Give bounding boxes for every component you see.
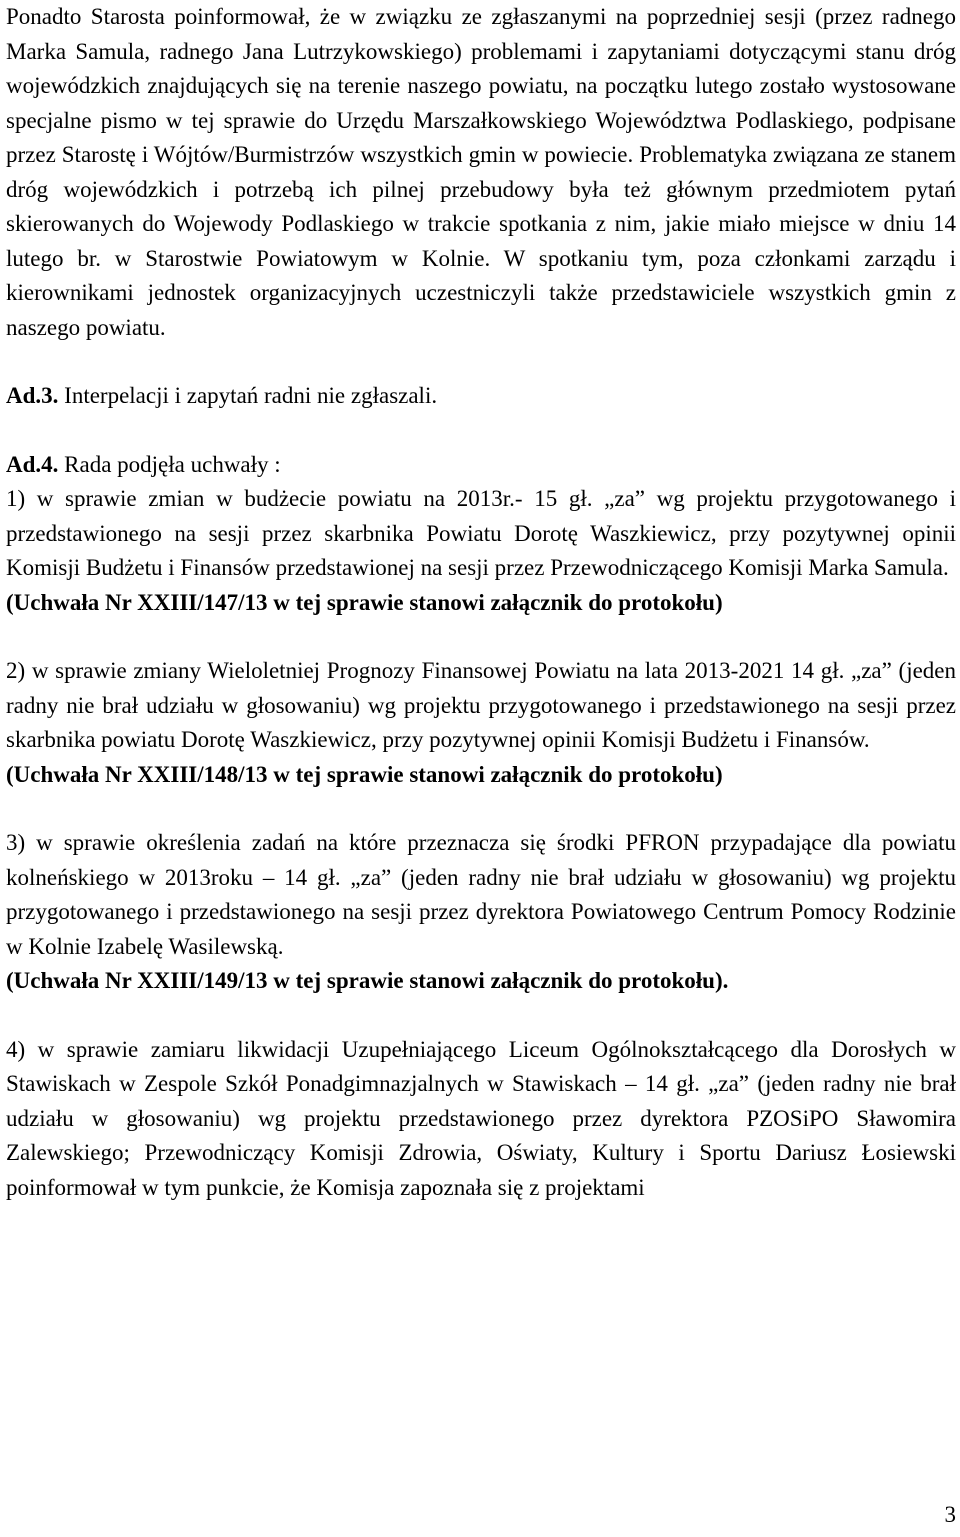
resolution-1-note: (Uchwała Nr XXIII/147/13 w tej sprawie stanowi załącznik do protokołu) — [6, 589, 723, 615]
ad3-text: Interpelacji i zapytań radni nie zgłaszali. — [58, 383, 438, 408]
document-page — [6, 0, 956, 1537]
resolution-1-text: 1) w sprawie zmian w budżecie powiatu na 2013r.- 15 gł. „za” wg projektu przygotowanego i przedstawionego na sesji przez skarbnika Powiatu Dorotę Waszkiewicz, przy pozytywnej opinii Komisji Budżetu i Finansów przedstawionej na sesji przez Przewodniczącego Komisji Marka Samula. — [6, 486, 956, 580]
ad4-paragraph — [6, 448, 956, 483]
ad4-label: Ad.4. — [6, 451, 59, 477]
resolution-2-text: 2) w sprawie zmiany Wieloletniej Prognozy Finansowej Powiatu na lata 2013-2021 14 gł. „za” (jeden radny nie brał udziału w głosowaniu) wg projektu przygotowanego i przedstawionego na sesji przez skarbnika powiatu Dorotę Waszkiewicz, przy pozytywnej opinii Komisji Budżetu i Finansów. — [6, 658, 956, 752]
intro-text-b: Problematyka związana ze stanem dróg wojewódzkich i potrzebą ich pilnej przebudowy była też głównym przedmiotem pytań skierowanych do Wojewody Podlaskiego w trakcie spotkania z nim, jakie miało miejsce w dniu 14 lutego br. w Starostwie Powiatowym w Kolnie. — [6, 142, 956, 271]
resolution-2-note: (Uchwała Nr XXIII/148/13 w tej sprawie stanowi załącznik do protokołu) — [6, 761, 723, 787]
resolution-3-note: (Uchwała Nr XXIII/149/13 w tej sprawie stanowi załącznik do protokołu). — [6, 968, 729, 993]
intro-text-c: W spotkaniu tym, poza członkami zarządu i kierownikami jednostek organizacyjnych uczestniczyli także przedstawiciele wszystkich gmin z naszego powiatu. — [6, 245, 956, 340]
resolution-3-text: 3) w sprawie określenia zadań na które przeznacza się środki PFRON przypadające dla powiatu kolneńskiego w 2013roku – 14 gł. „za” (jeden radny nie brał udziału w głosowaniu) wg projektu przygotowanego i przedstawionego na sesji przez dyrektora Powiatowego Centrum Pomocy Rodzinie w Kolnie Izabelę Wasilewską. — [6, 830, 956, 959]
ad3-label: Ad.3. — [6, 383, 59, 408]
resolution-4-text: 4) w sprawie zamiaru likwidacji Uzupełniającego Liceum Ogólnokształcącego dla Dorosłych w Stawiskach w Zespole Szkół Ponadgimnazjalnych w Stawiskach – 14 gł. „za” (jeden radny nie brał udziału w głosowaniu) wg projektu przedstawionego przez dyrektora PZOSiPO Sławomira Zalewskiego; Przewodniczący Komisji Zdrowia, Oświaty, Kultury i Sportu Dariusz Łosiewski poinformował w tym punkcie, że Komisja zapoznała się z projektami — [6, 1036, 956, 1200]
intro-paragraph — [6, 0, 956, 345]
ad4-text: Rada podjęła uchwały : — [58, 451, 281, 477]
intro-text-a: Ponadto Starosta poinformował, że w związku ze zgłaszanymi na poprzedniej sesji (przez radnego Marka Samula, radnego Jana Lutrzykowskiego) problemami i zapytaniami dotyczącymi stanu dróg wojewódzkich znajdujących się na terenie naszego powiatu, na początku lutego zostało wystosowane specjalne pismo w tej sprawie do Urzędu Marszałkowskiego Województwa Podlaskiego, podpisane przez Starostę i Wójtów/Burmistrzów wszystkich gmin w powiecie. — [6, 4, 956, 167]
ad3-paragraph — [6, 379, 956, 414]
page-number: 3 — [944, 1502, 956, 1527]
